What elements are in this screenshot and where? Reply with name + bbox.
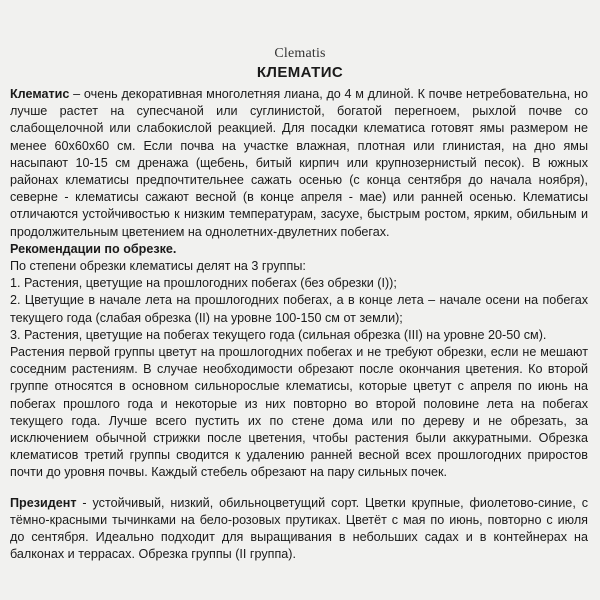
- pruning-details: Растения первой группы цветут на прошлогодних побегах и не требуют обрезки, если не мешают соседним растениям. В случае необходимости обрезают после окончания цветения. Ко второй группе относятся в основном сильнорослые клематисы, которые цветут с апреля по июнь на побегах прошлого года и некоторые из них повторно во второй половине лета на побегах текущего года. Лучше всего пустить их по стене дома или по дереву и не обрезать, за исключением обычной стрижки после цветения, чтобы растения были аккуратными. Обрезка клематисов третий группы сводится к удалению ранней весной всех прошлогодних приростов почти до уровня почвы. Каждый стебель обрезают на пару сильных почек.: [10, 345, 588, 480]
- intro-paragraph: [10, 86, 588, 241]
- pruning-heading: Рекомендации по обрезке.: [10, 241, 177, 256]
- bottom-crop-edge: [0, 582, 600, 600]
- document-title: КЛЕМАТИС: [256, 64, 344, 81]
- document-body: [10, 86, 588, 563]
- intro-text: – очень декоративная многолетняя лиана, до 4 м длиной. К почве нетребовательна, но лучше растет на супесчаной или суглинистой, богатой перегноем, рыхлой почве со слабощелочной или слабокислой реакцией. Для посадки клематиса готовят ямы размером не менее 60х60х60 см. Если почва на участке влажная, плотная или глинистая, на дно ямы насыпают 10-15 см дренажа (щебень, битый кирпич или крупнозернистый песок). В южных районах клематисы предпочтительнее сажать осенью (с конца сентября до начала ноября), северне - клематисы сажают весной (в конце апреля - мае) или ранней осенью. Клематисы отличаются устойчивостью к низким температурам, засухе, быстрым ростом, ярким, обильным и продолжительным цветением на однолетних-двулетних побегах.: [10, 87, 588, 239]
- latin-name: Clematis: [274, 46, 326, 61]
- variety-text: - устойчивый, низкий, обильноцветущий сорт. Цветки крупные, фиолетово-синие, с тёмно-красными тычинками на бело-розовых прутиках. Цветёт с мая по июнь, повторно с июля до сентября. Идеально подходит для выращивания в небольших садах и в контейнерах на балконах и террасах. Обрезка группы (II группа).: [10, 495, 588, 562]
- pruning-lead: По степени обрезки клематисы делят на 3 группы:: [10, 259, 306, 274]
- pruning-group-2: 2. Цветущие в начале лета на прошлогодних побегах, а в конце лета – начале осени на побегах текущего года (слабая обрезка (II) на уровне 100-150 см от земли);: [10, 293, 588, 325]
- pruning-group-1: 1. Растения, цветущие на прошлогодних побегах (без обрезки (I));: [10, 276, 397, 291]
- variety-paragraph: [10, 495, 588, 564]
- pruning-group-3: 3. Растения, цветущие на побегах текущего года (сильная обрезка (III) на уровне 20-50 см).: [10, 327, 547, 342]
- variety-name: Президент: [10, 495, 77, 510]
- section-gap: [10, 482, 588, 495]
- intro-term: Клематис: [10, 87, 70, 101]
